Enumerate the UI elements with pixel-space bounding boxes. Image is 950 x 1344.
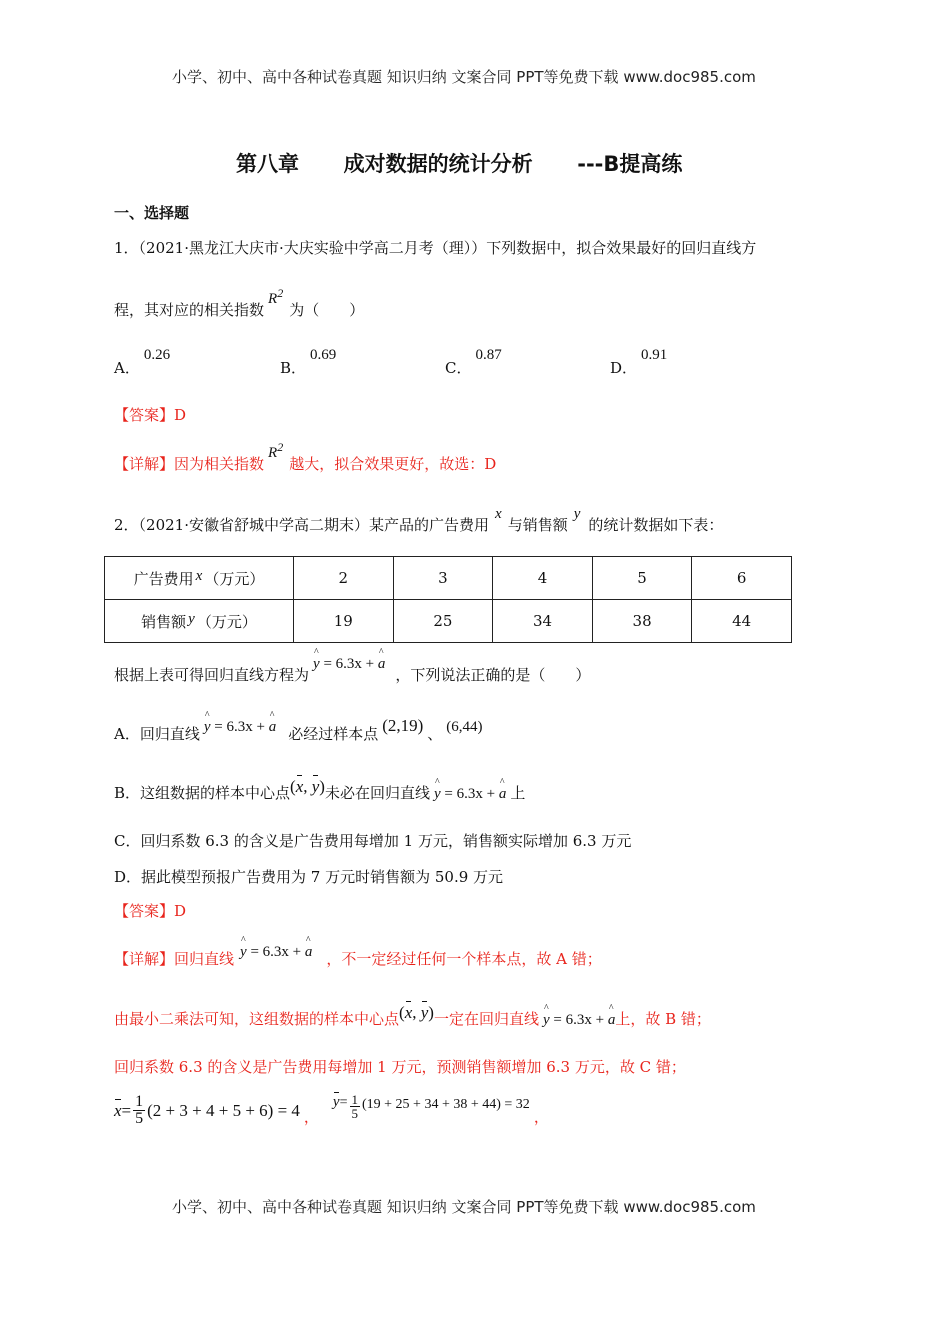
q2-stem-mid: 与销售额 — [507, 516, 568, 534]
title-chapter: 第八章 — [236, 152, 299, 176]
eq-a-hat: ^ a — [499, 786, 507, 803]
table-cell: 6 — [692, 557, 792, 600]
fraction-numerator: 1 — [135, 1093, 144, 1110]
q1-stem-end: 为（ ） — [289, 301, 365, 319]
q1-answer — [114, 404, 186, 425]
var-x: x — [495, 506, 502, 522]
q2-option-d: D．据此模型预报广告费用为 7 万元时销售额为 50.9 万元 — [114, 868, 504, 886]
r-letter: R — [268, 445, 278, 461]
q2-line1 — [114, 506, 724, 535]
detail-r-symbol — [268, 440, 284, 461]
q1-stem: 下列数据中，拟合效果最好的回归直线方 — [486, 239, 757, 257]
eq-y-hat: ^ y — [313, 656, 320, 673]
q2-option-b — [114, 777, 526, 803]
q1-detail — [114, 440, 497, 474]
eq-a-hat: ^ a — [608, 1012, 616, 1029]
row-header-y — [105, 600, 294, 643]
fraction-denominator: 5 — [351, 1106, 358, 1121]
eq-a-hat: ^ a — [378, 656, 386, 673]
detail-text: 因为相关指数 — [174, 455, 265, 473]
page-header: 小学、初中、高中各种试卷真题 知识归纳 文案合同 PPT等免费下载 www.doc985.com — [172, 68, 756, 86]
table-cell: 38 — [592, 600, 692, 643]
equals: = — [121, 1100, 132, 1120]
r-exponent: 2 — [277, 286, 284, 300]
table-cell: 19 — [294, 600, 394, 643]
eq-y-hat: ^ y — [204, 719, 211, 736]
eq-mid: = 6.3x + — [549, 1012, 608, 1028]
eq-a-hat: ^ a — [269, 719, 277, 736]
x-bar: x — [295, 777, 304, 796]
eq-a-hat: ^ a — [305, 944, 313, 961]
option-value: 0.69 — [310, 347, 337, 363]
q1-r-symbol — [268, 286, 284, 307]
q2-question-end: ，下列说法正确的是（ ） — [395, 666, 591, 684]
eq-y-hat: ^ y — [240, 944, 247, 961]
regression-equation — [434, 786, 506, 802]
option-text: A．回归直线 — [114, 725, 200, 743]
sample-point-1: (2,19) — [382, 716, 424, 735]
y-bar: y — [311, 777, 320, 796]
q2-detail-3: 回归系数 6.3 的含义是广告费用每增加 1 万元，预测销售额增加 6.3 万元，故 C 错； — [114, 1058, 686, 1076]
comma: , — [412, 1003, 421, 1022]
eq-y-hat: ^ y — [434, 786, 441, 803]
row-var: x — [195, 567, 203, 584]
q2-stem-end: 的统计数据如下表： — [588, 516, 724, 534]
regression-equation — [240, 944, 312, 960]
detail-text-end: ，不一定经过任何一个样本点，故 A 错； — [326, 950, 602, 968]
q1-option-a — [114, 347, 171, 378]
q1-line1 — [114, 237, 756, 258]
option-text-mid: 必经过样本点 — [288, 725, 379, 743]
equals: = — [339, 1094, 348, 1110]
y-bar: y — [332, 1094, 340, 1110]
option-label: B． — [280, 359, 307, 377]
q1-option-c — [445, 347, 502, 378]
table-cell: 2 — [294, 557, 394, 600]
y-bar: y — [420, 1003, 429, 1022]
q2-detail-2 — [114, 1003, 711, 1029]
option-text: B．这组数据的样本中心点 — [114, 784, 291, 802]
option-label: A． — [114, 359, 140, 377]
x-mean-expression: (2 + 3 + 4 + 5 + 6) = 4 — [147, 1100, 300, 1120]
x-bar: x — [114, 1100, 122, 1120]
q1-option-b — [280, 347, 337, 378]
q2-answer — [114, 900, 186, 921]
option-label: C． — [445, 359, 472, 377]
row-label: 广告费用 — [133, 569, 194, 588]
eq-mid: = 6.3x + — [319, 656, 378, 672]
option-value: 0.87 — [475, 347, 502, 363]
sample-point-2: (6,44) — [446, 719, 483, 735]
q2-detail-1 — [114, 944, 602, 969]
row-header-x — [105, 557, 294, 600]
paren-right: ) — [428, 1003, 434, 1022]
q2-option-c: C．回归系数 6.3 的含义是广告费用每增加 1 万元，销售额实际增加 6.3 万元 — [114, 832, 632, 850]
q2-source: （2021·安徽省舒城中学高二期末） — [138, 516, 369, 534]
option-text-end: 上 — [510, 784, 526, 802]
title-topic: 成对数据的统计分析 — [343, 152, 533, 176]
row-label: 销售额 — [141, 612, 187, 631]
q1-stem-cont: 程，其对应的相关指数 — [114, 301, 265, 319]
fraction-one-fifth — [133, 1094, 145, 1127]
q1-option-d — [610, 347, 668, 378]
q2-option-a — [114, 716, 483, 744]
center-point — [290, 777, 325, 796]
comma: , — [303, 777, 312, 796]
paren-left: ( — [290, 777, 296, 796]
q2-question — [114, 656, 591, 685]
table-cell: 25 — [393, 600, 493, 643]
x-bar: x — [404, 1003, 413, 1022]
fraction-denominator: 5 — [135, 1110, 144, 1127]
detail-text: 回归直线 — [174, 950, 235, 968]
answer-tag: 【答案】 — [114, 406, 175, 424]
page-footer: 小学、初中、高中各种试卷真题 知识归纳 文案合同 PPT等免费下载 www.doc985.com — [172, 1198, 756, 1216]
detail-tag: 【详解】 — [114, 455, 175, 473]
center-point — [399, 1003, 434, 1022]
eq-mid: = 6.3x + — [246, 944, 305, 960]
page-title — [236, 148, 682, 178]
table-cell: 4 — [493, 557, 593, 600]
q2-number: 2． — [114, 516, 139, 534]
detail-text-end: 越大，拟合效果更好，故选：D — [289, 455, 497, 473]
separator: ， — [533, 1108, 549, 1126]
answer-value: D — [174, 406, 187, 424]
paren-left: ( — [399, 1003, 405, 1022]
detail-text-end: 上，故 B 错； — [615, 1010, 711, 1028]
detail-tag: 【详解】 — [114, 950, 175, 968]
table-row — [105, 600, 792, 643]
option-text-mid: 未必在回归直线 — [324, 784, 430, 802]
fraction-one-fifth — [350, 1093, 361, 1120]
title-level: ---B提高练 — [577, 152, 683, 176]
eq-mid: = 6.3x + — [440, 786, 499, 802]
eq-y-hat: ^ y — [543, 1012, 550, 1029]
table-cell: 5 — [592, 557, 692, 600]
y-mean-expression: (19 + 25 + 34 + 38 + 44) = 32 — [362, 1096, 530, 1112]
row-var: y — [188, 610, 195, 627]
detail-text-mid: 一定在回归直线 — [433, 1010, 539, 1028]
regression-equation — [204, 719, 276, 735]
regression-equation — [313, 656, 385, 672]
q2-stem: 某产品的广告费用 — [369, 516, 490, 534]
q2-question-text: 根据上表可得回归直线方程为 — [114, 666, 310, 684]
table-cell: 34 — [493, 600, 593, 643]
answer-value: D — [174, 902, 187, 920]
separator: ， — [303, 1108, 319, 1126]
fraction-numerator: 1 — [351, 1092, 358, 1107]
answer-tag: 【答案】 — [114, 902, 175, 920]
table-cell: 44 — [692, 600, 792, 643]
q2-calculation — [114, 1094, 549, 1127]
regression-equation — [543, 1012, 615, 1028]
q1-source: （2021·黑龙江大庆市·大庆实验中学高二月考（理）） — [138, 239, 487, 257]
option-label: D． — [610, 359, 638, 377]
table-row — [105, 557, 792, 600]
paren-right: ) — [319, 777, 325, 796]
q1-number: 1． — [114, 239, 139, 257]
table-cell: 3 — [393, 557, 493, 600]
r-letter: R — [268, 291, 278, 307]
row-unit: （万元） — [196, 612, 257, 631]
r-exponent: 2 — [277, 440, 284, 454]
option-value: 0.26 — [143, 347, 171, 363]
detail-text: 由最小二乘法可知，这组数据的样本中心点 — [114, 1010, 400, 1028]
separator: 、 — [427, 725, 443, 743]
row-unit: （万元） — [204, 569, 265, 588]
q1-line2 — [114, 286, 365, 320]
var-y: y — [573, 506, 581, 522]
data-table — [104, 556, 792, 643]
section-heading: 一、选择题 — [114, 204, 190, 222]
eq-mid: = 6.3x + — [210, 719, 269, 735]
option-value: 0.91 — [641, 347, 668, 363]
